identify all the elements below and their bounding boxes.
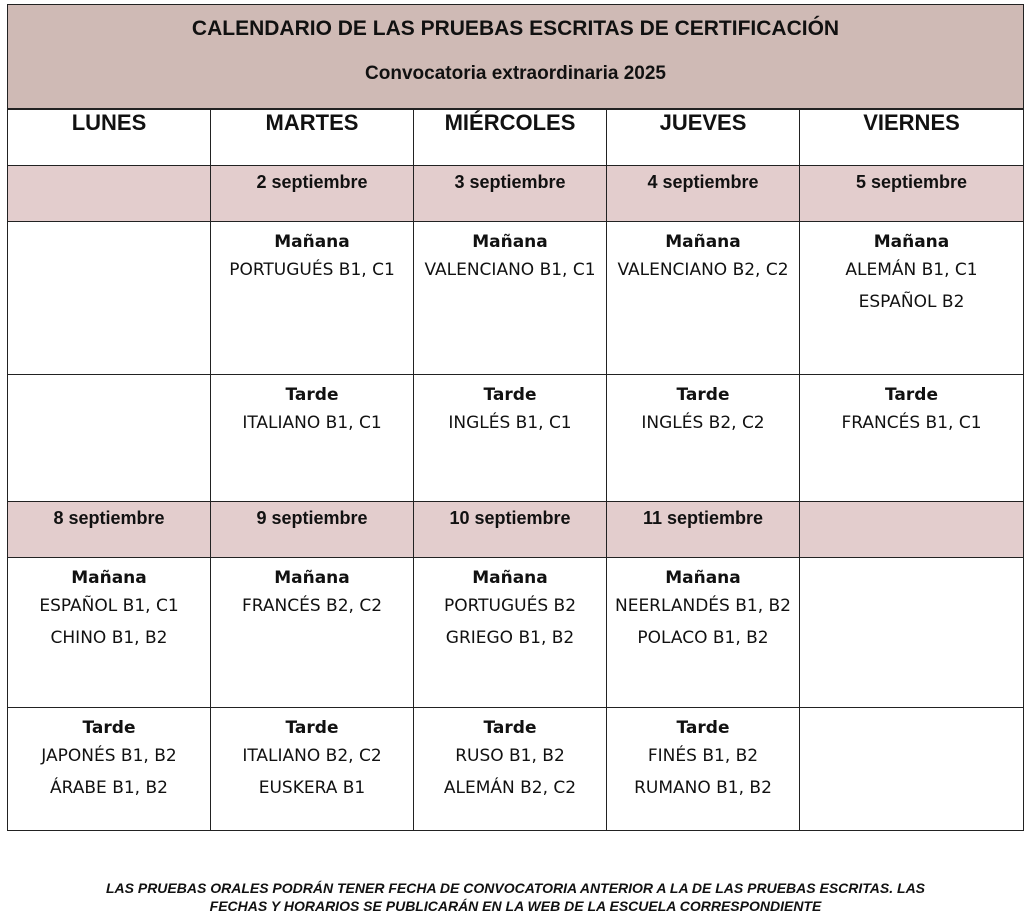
afternoon-slot [607, 375, 800, 502]
date-cell: 3 septiembre [414, 166, 607, 222]
morning-slot [8, 558, 211, 708]
exam-entry: INGLÉS B2, C2 [641, 413, 765, 433]
exam-entry: CHINO B1, B2 [50, 628, 168, 648]
exam-entry: JAPONÉS B1, B2 [41, 746, 177, 766]
morning-slot [211, 558, 414, 708]
exam-entry: ESPAÑOL B1, C1 [39, 596, 179, 616]
weekday-header: JUEVES [607, 110, 800, 166]
afternoon-slot [211, 708, 414, 831]
morning-slot [607, 222, 800, 375]
date-cell [800, 502, 1024, 558]
period-label: Tarde [483, 385, 537, 405]
period-label: Mañana [665, 232, 741, 252]
page-title: CALENDARIO DE LAS PRUEBAS ESCRITAS DE CERTIFICACIÓN [191, 17, 840, 40]
exam-calendar-table [7, 109, 1024, 831]
period-label: Mañana [665, 568, 741, 588]
exam-entry: ALEMÁN B1, C1 [845, 260, 978, 280]
date-cell [8, 166, 211, 222]
date-cell: 11 septiembre [607, 502, 800, 558]
period-label: Tarde [885, 385, 938, 405]
weekday-header: MIÉRCOLES [414, 110, 607, 166]
exam-entry: ALEMÁN B2, C2 [443, 778, 577, 798]
exam-entry: FINÉS B1, B2 [647, 746, 759, 766]
date-cell: 10 septiembre [414, 502, 607, 558]
weekday-header: LUNES [8, 110, 211, 166]
date-cell: 5 septiembre [800, 166, 1024, 222]
afternoon-slot [414, 375, 607, 502]
afternoon-slot [211, 375, 414, 502]
weekday-header-row [8, 110, 1024, 166]
exam-entry: VALENCIANO B2, C2 [617, 260, 789, 280]
period-label: Mañana [274, 568, 350, 588]
footnote [0, 879, 1031, 915]
date-cell: 9 septiembre [211, 502, 414, 558]
exam-entry: RUSO B1, B2 [455, 746, 565, 766]
period-label: Mañana [873, 232, 950, 252]
exam-entry: PORTUGUÉS B2 [443, 596, 577, 616]
exam-entry: EUSKERA B1 [258, 778, 366, 798]
morning-slot [607, 558, 800, 708]
period-label: Tarde [82, 718, 136, 738]
exam-entry: RUMANO B1, B2 [634, 778, 772, 798]
week2-date-row [8, 502, 1024, 558]
morning-slot [414, 222, 607, 375]
exam-entry: POLACO B1, B2 [637, 628, 769, 648]
calendar-header [7, 4, 1024, 109]
period-label: Tarde [285, 385, 339, 405]
exam-entry: VALENCIANO B1, C1 [424, 260, 596, 280]
period-label: Mañana [472, 232, 548, 252]
morning-slot [414, 558, 607, 708]
exam-entry: ÁRABE B1, B2 [50, 778, 168, 798]
morning-slot [800, 222, 1024, 375]
afternoon-slot [607, 708, 800, 831]
exam-entry: INGLÉS B1, C1 [448, 413, 572, 433]
morning-slot [8, 222, 211, 375]
period-label: Mañana [472, 568, 548, 588]
footnote-line: LAS PRUEBAS ORALES PODRÁN TENER FECHA DE CONVOCATORIA ANTERIOR A LA DE LAS PRUEBAS ESCRITAS. LAS [105, 880, 926, 896]
page-subtitle: Convocatoria extraordinaria 2025 [365, 63, 666, 84]
footnote-line: FECHAS Y HORARIOS SE PUBLICARÁN EN LA WEB DE LA ESCUELA CORRESPONDIENTE [209, 898, 822, 914]
date-cell: 8 septiembre [8, 502, 211, 558]
exam-entry: FRANCÉS B1, C1 [841, 413, 982, 433]
date-cell: 4 septiembre [607, 166, 800, 222]
period-label: Mañana [71, 568, 147, 588]
week1-afternoon-row [8, 375, 1024, 502]
exam-entry: NEERLANDÉS B1, B2 [614, 596, 791, 616]
week1-morning-row [8, 222, 1024, 375]
exam-entry: PORTUGUÉS B1, C1 [229, 260, 395, 280]
afternoon-slot [800, 375, 1024, 502]
week2-morning-row [8, 558, 1024, 708]
exam-entry: FRANCÉS B2, C2 [241, 596, 383, 616]
exam-entry: ESPAÑOL B2 [858, 292, 965, 312]
week1-date-row [8, 166, 1024, 222]
weekday-header: MARTES [211, 110, 414, 166]
period-label: Mañana [274, 232, 350, 252]
afternoon-slot [8, 708, 211, 831]
exam-entry: ITALIANO B1, C1 [242, 413, 382, 433]
week2-afternoon-row [8, 708, 1024, 831]
period-label: Tarde [285, 718, 339, 738]
date-cell: 2 septiembre [211, 166, 414, 222]
afternoon-slot [414, 708, 607, 831]
exam-entry: GRIEGO B1, B2 [445, 628, 575, 648]
afternoon-slot [800, 708, 1024, 831]
morning-slot [800, 558, 1024, 708]
afternoon-slot [8, 375, 211, 502]
exam-entry: ITALIANO B2, C2 [242, 746, 382, 766]
morning-slot [211, 222, 414, 375]
period-label: Tarde [676, 385, 730, 405]
weekday-header: VIERNES [800, 110, 1024, 166]
period-label: Tarde [483, 718, 537, 738]
period-label: Tarde [676, 718, 730, 738]
